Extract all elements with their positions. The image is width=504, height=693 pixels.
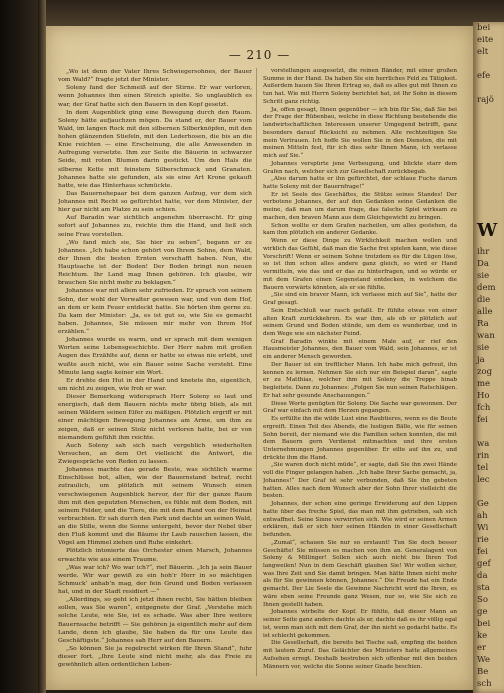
adjacent-page-line: ke (477, 631, 488, 641)
adjacent-page-line: die (477, 295, 491, 305)
adjacent-page-line: Ge (477, 499, 489, 509)
adjacent-page-line: fei (477, 547, 488, 557)
paragraph: Schon wollte er dem Grafen nacheilen, um alles gestehen, da kam ihm plötzlich ein anderer Gedanke. (263, 222, 457, 237)
text-column-right (263, 68, 457, 680)
adjacent-page-line: rajö (477, 95, 494, 105)
paragraph: Der Bauer ist ein trefflicher Mann. Ich habe mich gefreut, ihn kennen zu lernen. Nehmen Sie sich nur ein Beispiel daran“, sagte er zu Matthias, welcher ihm mit Soleny die Treppe hinab begleitete. Dann zu Johannes: „Folgen Sie nun seinen Ratschlägen. Er hat sehr gesunde Anschauungen.“ (263, 361, 457, 399)
adjacent-page-line: fei (477, 415, 488, 425)
adjacent-page-line: lec (477, 475, 490, 485)
adjacent-page-line: ihr (477, 247, 490, 257)
adjacent-page-line: er (477, 643, 487, 653)
paragraph: Wenn er diese Dinge zu Wirklichkeit machen wollen und wirklich das Gefühl, daß man die Sache frei spielen kann, wie diese Vorschrift! Wenn er seinem Sohne trotzdem es für die Lügen löse, so ist ihm schon alles andere ganz gleich, so wird er Hand vermitteln, wie das und er das zu hinterfragen, und so würde er mit dem Grafen einen Gegenstand entdecken, in welchem die Bauern vorwärts könnten, als er sie fühlte. (263, 238, 457, 291)
paragraph: Ja, offen gesagt, Ihnen gegenüber — ich bin für Sie, daß Sie bei der Frage der Rübenbau, welche in diese Richtung bestehende die landwirtschaftlichen Interessen unserer Umgegend betrifft, ganz besonders darauf Rücksicht zu nehmen. Alle rechtzeitigen Sie mein Vertrauen. Ich hoffe Sie wollen Sie in den Diensten, die mit meinen Mitteln fest, für ich dies sehr Ihnen Mann, ich verlasse mich auf Sie.“ (263, 106, 457, 160)
adjacent-page-line: eite (477, 35, 494, 45)
adjacent-page-line: rie (477, 535, 489, 545)
adjacent-page-line: sie (477, 343, 490, 353)
top-background (46, 0, 504, 26)
adjacent-page-line: rin (477, 451, 490, 461)
column-divider (256, 68, 257, 676)
adjacent-page-line: gef (477, 559, 491, 569)
paragraph: Johannes wirbelte der Kopf. Er fühlte, daß dieser Mann an seiner Seite ganz anders dachte als er, dachte daß es ihr völlig egal ist, wenn man sich mit dem Graf, der ihn nicht so gedacht hatte. Es ist schlecht gekommen. (263, 609, 457, 639)
adjacent-page-line: Da (477, 259, 489, 269)
paragraph: Sein Entschluß war rasch gefaßt. Er fühlte etwas von einer alten Kraft zurückkehren. Es war ihm, als ob er plötzlich auf seinem Grund und Boden stünde, um dem es wunderbar, und in dem Wege wie ein nächster Feind. (263, 307, 457, 337)
paragraph: Diese Worte genügten für Soleny. Die Sache war gewonnen. Der Graf war einfach mit dem Herzen gegangen. (263, 400, 457, 415)
paragraph: Johannes wurde es warm, und er sprach mit dem wenigen Worten seine Lebensgeschichte. Der Herr nahm mit großen Augen das Erzählte auf, denn er hatte so etwas nie erlebt, und wußte auch nicht, wie ein Bauer seine Sache versteht. Eine Minute lang sagte keiner ein Wort. (58, 336, 252, 376)
paragraph: „Sie waren doch nicht müde“, er sagte, daß Sie ihn zwei Hände voll die Finger gelangen haben. „Ich habe Ihrer Sache gemacht, ja, Johannes!“ Der Graf ist sehr verbunden, daß Sie ihn gebeten hatten. Alles nach dem Wunsch aber der Sohn Ihrer vielleicht die besten. (263, 462, 457, 500)
adjacent-page-line: sta (477, 583, 490, 593)
adjacent-page-line: sch (477, 679, 492, 689)
paragraph: Johannes machte das gerade Beste, was sichtlich warme Einschlüsse bot, allen, wie der Bauernstand betraf, recht zutraulich, um plötzlich mit seinem Wunsch einen verschwiegenen Augenblick hervor, der für der ganze Raum ihm mit den geputzten Menschen, es fühle mit dem Boden, mit seinem Felder, und die Tiere, die mit dem Rand von der Heimat verbrachten. Er sah durch den Park und dachte an seinen Wald, an die Stille, wenn die Sonne untergeht, bevor der Nebel über den Fluß kommt und die Bäume ihr Laub rauschen lassen, die Vögel am Himmel ziehen und Ruhe einkehrt. (58, 466, 252, 547)
adjacent-page-line: da (477, 571, 488, 581)
paragraph: Er drehte den Hut in der Hand und knetete ihn, eigentlich, um nicht zu zeigen, wie froh er war. (58, 376, 252, 392)
paragraph: Er ist Seele des Geschäftes, die Stütze seines Standes! Der verbotene Johannes, der auf den Gedanken seine Gedanken die meine, daß man um darum frage, das falsche Spiel wirksam zu machen, den braven Mann aus dem Gleichgewicht zu bringen. (263, 191, 457, 221)
paragraph: Das Bauernehepaar bei dem ganzen Aufzug, vor dem sich Johannes mit Recht so gefürchtet hatte, vor dem Minister, der hier gar nicht am Platze zu sein schien. (58, 189, 252, 214)
adjacent-page-line (477, 82, 504, 94)
adjacent-page-edge (473, 22, 504, 693)
adjacent-page-heading: W (477, 220, 498, 241)
adjacent-page-line: dem (477, 283, 496, 293)
adjacent-page-line: efe (477, 71, 491, 81)
paragraph: Es erfüllte ihn die wilde Lust eine Raubtieres, wenn es die Beute ergreift. Einen Teil des Abends, die lustigen Bälle, wie für seinen Sohn bereit, der niemand wie die Familien sehen konnten, die mit dem Bauern gern Verdienst mitmachten und ihre ersten Unternehmungen Johannes gegenüber. Er eilte auf ihn zu, und drückte ihm die Hand. (263, 416, 457, 461)
paragraph: In dem Augenblick ging eine Bewegung durch den Raum. Soleny hätte aufjauchzen mögen. Da stand er, der Bauer vom Wald, im langen Rock mit den silbernen Silberknöpfen, mit den hohen glänzenden Stiefeln, mit den Lederhosen, die bis an die Knie reichten — eine Erscheinung, die alle Anwesenden in Aufregung versetzte. Ihm zur Seite die Bäuerin in schwarzer Seide, mit roten Blumen darin gestickt. Um den Hals die silberne Kette mit feinstem Silberschmuck und Granaten. Johannes hatte sie gefunden, als sie eine Art Krone gekauft hatte, wie das Hinterhaus schmückte. (58, 108, 252, 189)
adjacent-page-line (477, 58, 504, 70)
paragraph: „Sie sind ein braver Mann, ich verlasse mich auf Sie“, hatte der Graf gesagt. (263, 292, 457, 307)
adjacent-page-line: We (477, 655, 491, 665)
adjacent-page-line (477, 486, 504, 498)
adjacent-page-line: bei (477, 619, 491, 629)
paragraph: Dieser Bemerkung widersprach Herr Soleny so laut und energisch, daß dem Bauern nichts mehr übrig blieb, als mit seinen Wäldern seinen Eifer zu mäßigen. Plötzlich ergriff er mit einer mächtigen Bewegung Johannes am Arme, um ihm zu zeigen, daß er seinen Stolz nicht verloren hatte, bei er von niemandem gefühlt ihm reichte. (58, 393, 252, 441)
paragraph: „Wo ist denn der Vater Ihres Schwiegersohnes, der Bauer vom Wald?“ fragte jetzt der Minister. (58, 68, 252, 84)
paragraph: „Was war ich? Wo war ich?“, rief Bäuerin. „Ich ja sein Bauer werde. Wir war gewiß zu ein hoh’r Herr in so mächtigen Schmuck’ anhab’n mag, der fein Grund und Boden verlassen hat, und in der Stadt residiert —“ (58, 563, 252, 595)
adjacent-page-line: wa (477, 439, 490, 449)
adjacent-page-line: fch (477, 403, 491, 413)
paragraph: Soleny fand der Schmeiß auf der Stirne. Er war verloren, wenn Johannes ihm einen Streich spielte. So unglaublich es war, der Graf hatte sich den Bauern in den Kopf gesetzt. (58, 84, 252, 108)
adjacent-page-line: me (477, 379, 491, 389)
paragraph: „Allerdings, so geht ich jetzt ihnen recht, Sie hätten bleiben sollen, was Sie waren“, entgegnete der Graf. „Verstehe mich solche Leute, wie Sie, ist es schade. Was aber Ihre weitere Bauernsache betrifft — Sie gehören ja eigentlich mehr auf dem Lande, denn ich glaube, Sie haben da für uns Leute das Geschäftigste.“ Johannes sah Herr auf den Bauern. (58, 596, 252, 644)
paragraph: Johannes, der schon eine geringe Erwiderung auf den Lippen hatte über das freche Spiel, das man mit ihm getrieben, sah sich entwaffnet. Seine Sinne verwirrten sich. Wie wird er seinen Armen erklären, daß er sich hier seinen Händen in einer Gesellschaft befunden. (263, 501, 457, 539)
adjacent-page-line (477, 426, 504, 438)
adjacent-page-line: So (477, 595, 488, 605)
adjacent-page-line: sie (477, 271, 490, 281)
text-column-left (58, 68, 252, 680)
adjacent-page-line: wan (477, 331, 495, 341)
paragraph: Johannes war mit allem sehr zufrieden. Er sprach von seinem Sohn, der wohl der Verwalter gewesen war, und von dem Hof, an dem er kein Feuer entdeckt hatte. Sie hörten ihm gerne zu. Da kam der Minister: „Ja, es ist gut so, wie Sie es gemacht haben. Johannes, Sie müssen mir mehr von Ihrem Hof erzählen.“ (58, 287, 252, 335)
adjacent-page-text-bottom (477, 246, 504, 690)
paragraph: Auch Soleny sah sich nach vergeblich wiederholten Versuchen, an dem Ort vielleicht die Antwort, die Zwiegespräche von Reden zu lassen. (58, 441, 252, 465)
paragraph: Graf Baradin winkte mit einem Male auf, er rief den Hausmeister Johannes, den Bauer vom Wald, sein Johannes, er ist ein anderer Mensch geworden. (263, 338, 457, 361)
paragraph: Plötzlich intonierte das Orchester einen Marsch, Johannes erwachte wie aus einem Traume. (58, 547, 252, 563)
paragraph: vorstellungen ausgesetzt, die reinen Bänder, mit einer großen Summe in der Hand. Da haben Sie ein herrliches Feld zu Tätigkeit. Außerdem bauen Sie Ihren Ertrag so, daß es alles gut mit Ihnen zu tun hat. Wie mit Herrn Soleny berichtet hat, ist Ihr Sohn in diesem Schritt ganz richtig. (263, 68, 457, 105)
adjacent-page-line: bei (477, 23, 491, 33)
paragraph: Johannes verspürte jene Verbeugung, und blickte starr dem Grafen nach, welcher sich zur Gesellschaft zurückbegab. (263, 160, 457, 175)
adjacent-page-line: Be (477, 667, 489, 677)
adjacent-page-line: tel (477, 463, 489, 473)
adjacent-page-line: Wi (477, 523, 489, 533)
adjacent-page-line: ge (477, 607, 488, 617)
paragraph: Auf Baradin war sichtlich angenehm überrascht. Er ging sofort auf Johannes zu, reichte ihm die Hand, und ließ sich seine Frau vorstellen. (58, 214, 252, 238)
adjacent-page-text-top (477, 22, 504, 106)
adjacent-page-line: Ra (477, 319, 489, 329)
adjacent-page-line: ja (477, 355, 485, 365)
adjacent-page-line: alle (477, 307, 493, 317)
book-page (46, 26, 473, 690)
paragraph: „So können Sie ja regelrecht wirken für Ihren Stand“, fuhr dieser fort. „Ihre Leute sind nicht mehr, als das Freie zu gewöhnlich allen ordentlichen Leben- (58, 644, 252, 669)
adjacent-page-line: ah (477, 511, 488, 521)
paragraph: Die Gesellschaft, die bereits bei Tische saß, empfing die beiden mit lautem Zuruf. Das Gelächter des Ministers hatte allgemeines Aufsehen erregt. Deshalb bestreben sich offenbar mit den beiden Männern vor, welche die Sonne seiner Gnade beschien. (263, 640, 457, 670)
book-spine-edge (38, 0, 46, 693)
paragraph: „Zumal“, schauen Sie nur so erstaunt! Tun Sie doch besser Geschäfte! Sie müssen es machen von ihm an. Generalagent von Soleny & Millinger! Sollen sich auch nicht bis Ihren Tod langweilen! Nun in dem Geschäft glauben Sie! Wir wollen sicher, was Ihre Zeit und Sie damit bringen. Man hätte Ihnen nicht mehr als für Sie gewinnen können, Johannes.“ Die Freude hat ein Ende gemacht. Der Lie Seele die Gewinne Nachricht wird die Ihren, es wäre eben seine Freunde ganz Wesen, nur so, wie Sie sich zu Ihnen gestellt haben. (263, 539, 457, 608)
adjacent-page-line: elt (477, 47, 489, 57)
page-number: — 210 — (228, 48, 291, 62)
paragraph: „Also darum hatte er ihn gefürchtet, der schlaue Fuchs darum hatte Soleny mit der Bauernfrage!“ (263, 176, 457, 191)
adjacent-page-line: Ho (477, 391, 490, 401)
adjacent-page-line: zog (477, 367, 493, 377)
paragraph: „Wo fand mich sie, Sie hier zu sehen“, begann er zu Johannes. „Ich habe schon gehört von Ihrem Sohne, dem Wald, der Ihnen die besten Ernten verschafft haben. Nun, die Hauptsache ist der Boden! Der Boden bringt nun neuen Reichtum. Ihr Land mag Ihnen gehören. Ich glaube, wir brauchen Sie nicht mehr zu beklagen.“ (58, 238, 252, 287)
